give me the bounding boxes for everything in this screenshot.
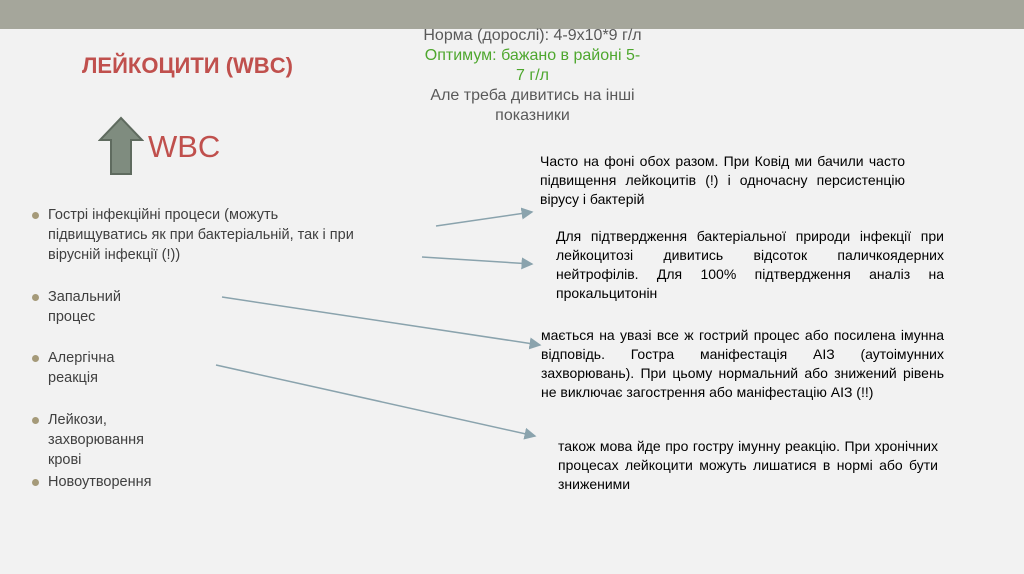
- norma-line: Норма (дорослі): 4-9х10*9 г/л: [423, 27, 642, 44]
- bullet-text: Алергічна реакція: [48, 350, 115, 386]
- connector-arrow: [436, 212, 532, 226]
- note-line: Але треба дивитись на інші: [430, 87, 635, 104]
- note-bacterial: Для підтвердження бактеріальної природи інфекції при лейкоцитозі дивитись відсоток паличкоядерних нейтрофілів. Для 100% підтвердження аналіз на прокальцитонін: [556, 228, 944, 301]
- note-covid: Часто на фоні обох разом. При Ковід ми бачили часто підвищення лейкоцитів (!) і одночасну персистенцію вірусу і бактерій: [540, 153, 905, 207]
- bullet-text: Новоутворення: [48, 474, 152, 490]
- optimum-line: Оптимум: бажано в районі 5-: [424, 47, 641, 64]
- wbc-label: WBC: [148, 129, 221, 164]
- note-autoimmune: мається на увазі все ж гострий процес або посилена імунна відповідь. Гостра маніфестація АІЗ (аутоімунних захворювань). При цьому нормальний або знижений рівень не виключає загострення або маніфестацію АІЗ (!!): [541, 327, 944, 400]
- connector-arrow: [216, 365, 535, 436]
- bullet-text: Лейкози, захворювання крові: [48, 412, 144, 468]
- note-line-cont: показники: [495, 107, 570, 124]
- bullet-text: Гострі інфекційні процеси (можуть підвищуватись як при бактеріальній, так і при вірусній інфекції (!)): [48, 207, 354, 263]
- connector-arrow: [222, 297, 540, 345]
- note-oncology: також мова йде про гостру імунну реакцію. При хронічних процесах лейкоцити можуть лишатися в нормі або бути зниженими: [558, 438, 938, 492]
- optimum-line-cont: 7 г/л: [516, 67, 549, 84]
- bullet-text: Запальний процес: [48, 289, 121, 325]
- slide-title: ЛЕЙКОЦИТИ (WBC): [82, 53, 293, 78]
- connector-arrow: [422, 257, 532, 264]
